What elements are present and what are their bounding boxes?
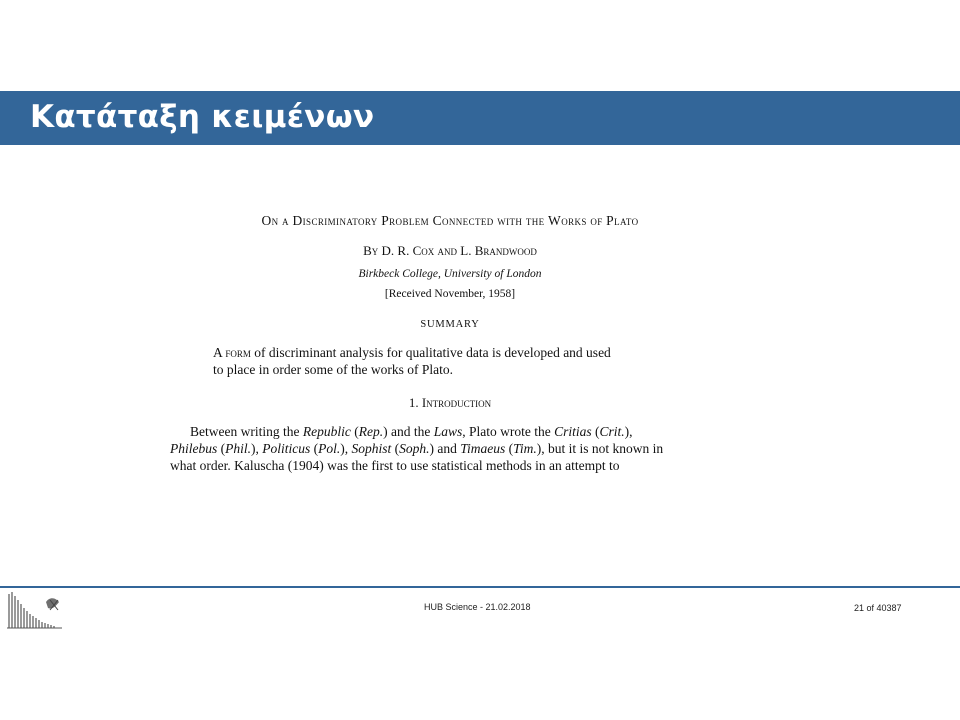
intro-heading: 1. Introduction (408, 395, 492, 410)
footer-event-date: HUB Science - 21.02.2018 (424, 602, 531, 612)
intro-text (170, 423, 730, 474)
footer-divider (0, 586, 960, 588)
summary-text: A form of discriminant analysis for qualitative data is developed and used to place in order some of the works of Plato. (213, 345, 611, 377)
intro-line: what order. Kaluscha (1904) was the first to use statistical methods in an attempt to (170, 458, 620, 473)
page-number: 21 of 40387 (854, 603, 902, 613)
intro-line: Between writing the Republic (Rep.) and the Laws, Plato wrote the Critias (Crit.), (190, 424, 633, 439)
summary-heading: SUMMARY (420, 319, 480, 330)
slide-title: Κατάταξη κειμένων (30, 99, 375, 135)
paper-excerpt (170, 205, 730, 474)
paper-affiliation: Birkbeck College, University of London (358, 268, 542, 280)
title-bar (0, 91, 960, 145)
paper-title: On a Discriminatory Problem Connected with the Works of Plato (261, 213, 639, 228)
histogram-logo-icon (6, 588, 64, 630)
intro-line: Philebus (Phil.), Politicus (Pol.), Sophist (Soph.) and Timaeus (Tim.), but it is not known in (170, 441, 664, 456)
paper-received-date: [Received November, 1958] (384, 288, 516, 300)
paper-authors: By D. R. Cox and L. Brandwood (363, 243, 537, 258)
